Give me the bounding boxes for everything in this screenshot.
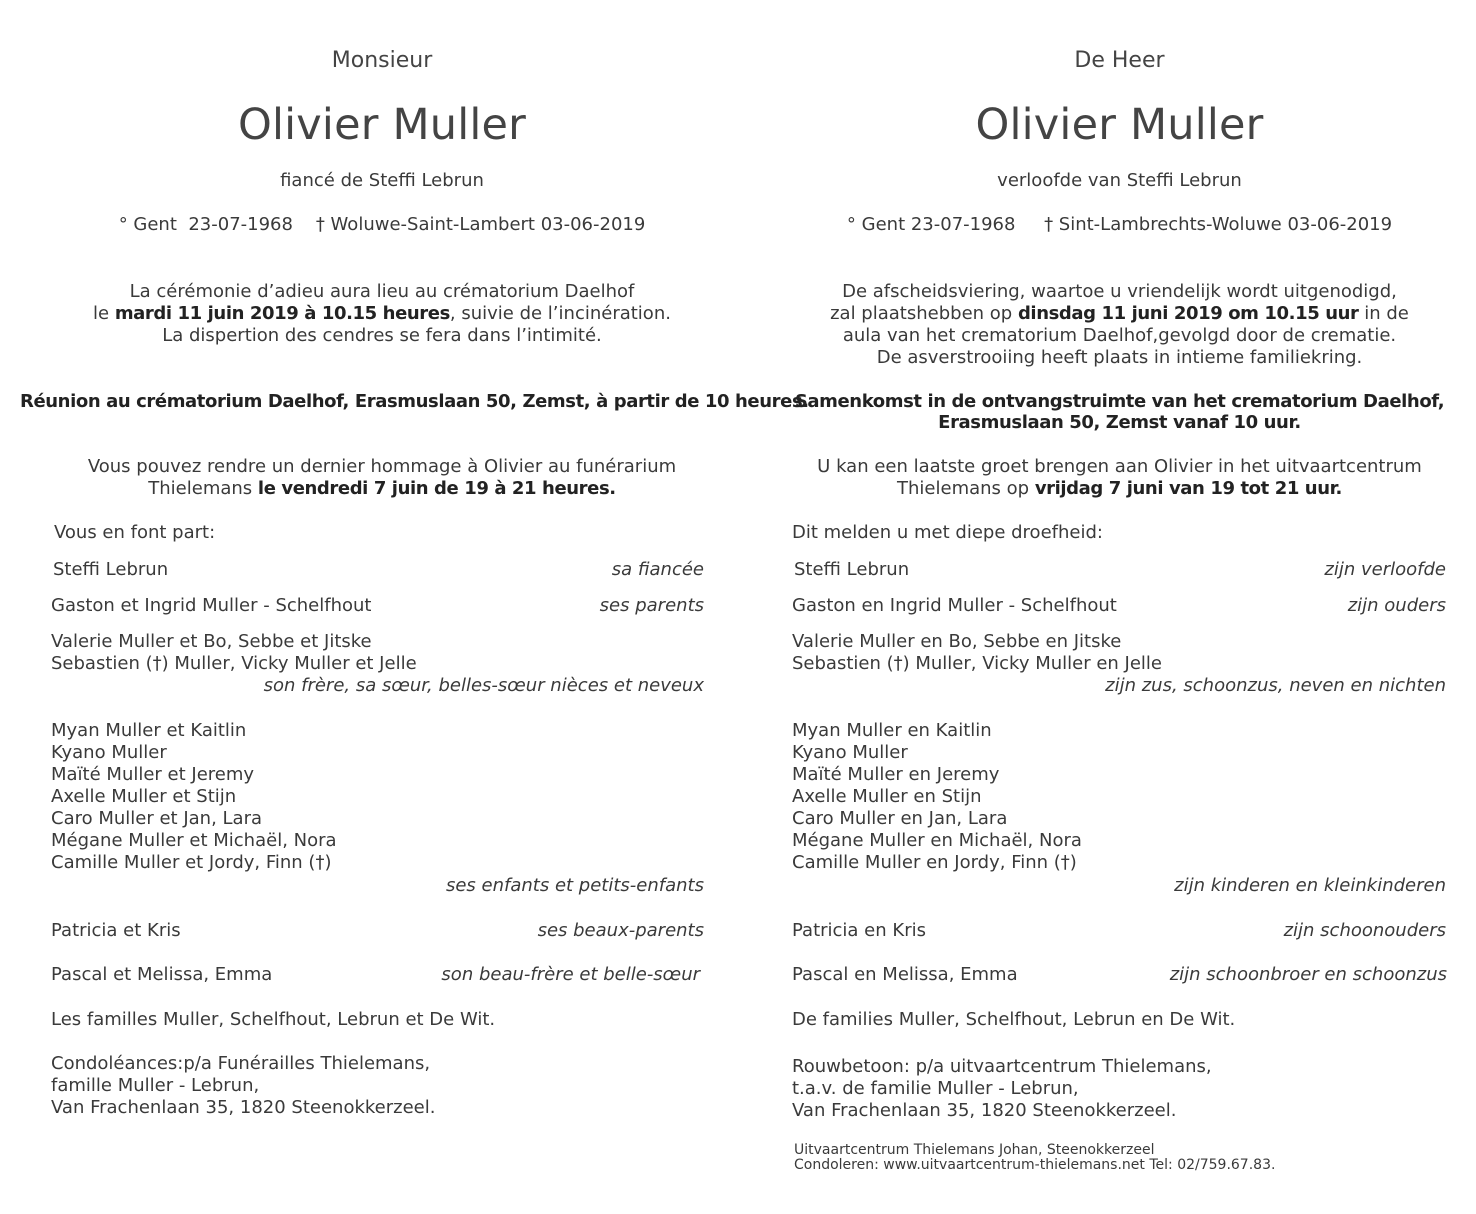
list-item: Caro Muller en Jan, Lara: [792, 808, 1008, 829]
ceremony-line-3: aula van het crematorium Daelhof,gevolgd door de crematie.: [842, 325, 1397, 346]
birth-death-line: ° Gent 23-07-1968 † Woluwe-Saint-Lambert 03-06-2019: [118, 214, 646, 235]
family-siblings-2: Sebastien (†) Muller, Vicky Muller en Jelle: [792, 653, 1162, 674]
family-siblings-1: Valerie Muller en Bo, Sebbe en Jitske: [792, 631, 1122, 652]
list-item: Axelle Muller et Stijn: [51, 786, 237, 807]
announce-intro: Dit melden u met diepe droefheid:: [792, 522, 1103, 543]
list-item: Camille Muller et Jordy, Finn (†): [51, 852, 332, 873]
family-bro-inlaw-role: zijn schoonbroer en schoonzus: [1169, 964, 1447, 985]
family-parents: Gaston en Ingrid Muller - Schelfhout: [792, 595, 1117, 616]
honorific: De Heer: [1074, 48, 1165, 73]
ceremony-line-1: La cérémonie d’adieu aura lieu au crématorium Daelhof: [129, 281, 635, 302]
list-item: Kyano Muller: [51, 742, 167, 763]
family-steffi: Steffi Lebrun: [53, 559, 169, 580]
relation-line: fiancé de Steffi Lebrun: [280, 170, 484, 191]
family-families: Les familles Muller, Schelfhout, Lebrun et De Wit.: [51, 1009, 496, 1030]
family-steffi-role: zijn verloofde: [1324, 559, 1446, 580]
list-item: Camille Muller en Jordy, Finn (†): [792, 852, 1077, 873]
homage-line-1: Vous pouvez rendre un dernier hommage à Olivier au funérarium: [87, 456, 677, 477]
announce-intro: Vous en font part:: [54, 522, 216, 543]
ceremony-line-3: La dispertion des cendres se fera dans l’intimité.: [162, 325, 602, 346]
family-bro-inlaw: Pascal en Melissa, Emma: [792, 964, 1018, 985]
family-inlaws-role: zijn schoonouders: [1283, 920, 1446, 941]
relation-line: verloofde van Steffi Lebrun: [997, 170, 1242, 191]
deceased-name: Olivier Muller: [975, 100, 1264, 150]
list-item: Caro Muller et Jan, Lara: [51, 808, 263, 829]
list-item: Maïté Muller en Jeremy: [792, 764, 1000, 785]
condolences-address: Condoléances:p/a Funérailles Thielemans, famille Muller - Lebrun, Van Frachenlaan 35, 1820 Steenokkerzeel.: [51, 1053, 436, 1118]
family-parents: Gaston et Ingrid Muller - Schelfhout: [51, 595, 372, 616]
condolences-address: Rouwbetoon: p/a uitvaartcentrum Thielemans, t.a.v. de familie Muller - Lebrun, Van Frachenlaan 35, 1820 Steenokkerzeel.: [792, 1056, 1212, 1121]
ceremony-line-1: De afscheidsviering, waartoe u vriendelijk wordt uitgenodigd,: [842, 281, 1397, 302]
family-parents-role: zijn ouders: [1347, 595, 1446, 616]
homage-line-2: Thielemans le vendredi 7 juin de 19 à 21 heures.: [148, 478, 616, 499]
list-item: Axelle Muller en Stijn: [792, 786, 982, 807]
family-siblings-2: Sebastien (†) Muller, Vicky Muller et Jelle: [51, 653, 417, 674]
list-item: Myan Muller en Kaitlin: [792, 720, 992, 741]
family-kids-list: [51, 720, 337, 874]
homage-line-1: U kan een laatste groet brengen aan Olivier in het uitvaartcentrum: [817, 456, 1422, 477]
homage-line-2: Thielemans op vrijdag 7 juni van 19 tot 21 uur.: [897, 478, 1342, 499]
list-item: Myan Muller et Kaitlin: [51, 720, 247, 741]
family-inlaws-role: ses beaux-parents: [537, 920, 704, 941]
family-kids-list: [792, 720, 1082, 874]
family-siblings-role: zijn zus, schoonzus, neven en nichten: [1105, 675, 1446, 696]
deceased-name: Olivier Muller: [237, 100, 527, 150]
family-steffi: Steffi Lebrun: [794, 559, 910, 580]
family-parents-role: ses parents: [599, 595, 704, 616]
family-kids-role: ses enfants et petits-enfants: [445, 875, 704, 896]
list-item: Kyano Muller: [792, 742, 908, 763]
list-item: Mégane Muller en Michaël, Nora: [792, 830, 1082, 851]
ceremony-line-4: De asverstrooiing heeft plaats in intieme familiekring.: [876, 347, 1363, 368]
family-inlaws: Patricia en Kris: [792, 920, 926, 941]
family-steffi-role: sa fiancée: [611, 559, 704, 580]
family-families: De families Muller, Schelfhout, Lebrun en De Wit.: [792, 1009, 1236, 1030]
list-item: Mégane Muller et Michaël, Nora: [51, 830, 337, 851]
family-kids-role: zijn kinderen en kleinkinderen: [1174, 875, 1446, 896]
meeting-line: Réunion au crématorium Daelhof, Erasmuslaan 50, Zemst, à partir de 10 heures.: [20, 391, 809, 412]
family-siblings-role: son frère, sa sœur, belles-sœur nièces et neveux: [263, 675, 704, 696]
family-inlaws: Patricia et Kris: [51, 920, 181, 941]
meeting-line-1: Samenkomst in de ontvangstruimte van het crematorium Daelhof,: [794, 391, 1445, 412]
ceremony-line-2: zal plaatshebben op dinsdag 11 juni 2019 om 10.15 uur in de: [830, 303, 1409, 324]
family-siblings-1: Valerie Muller et Bo, Sebbe et Jitske: [51, 631, 372, 652]
ceremony-line-2: le mardi 11 juin 2019 à 10.15 heures, suivie de l’incinération.: [93, 303, 671, 324]
family-bro-inlaw-role: son beau-frère et belle-sœur: [441, 964, 700, 985]
list-item: Maïté Muller et Jeremy: [51, 764, 255, 785]
undertaker-footer: Uitvaartcentrum Thielemans Johan, Steenokkerzeel Condoleren: www.uitvaartcentrum-thielemans.net Tel: 02/759.67.83.: [794, 1142, 1276, 1173]
family-bro-inlaw: Pascal et Melissa, Emma: [51, 964, 273, 985]
birth-death-line: ° Gent 23-07-1968 † Sint-Lambrechts-Woluwe 03-06-2019: [846, 214, 1393, 235]
honorific: Monsieur: [331, 48, 433, 73]
meeting-line-2: Erasmuslaan 50, Zemst vanaf 10 uur.: [938, 412, 1301, 433]
